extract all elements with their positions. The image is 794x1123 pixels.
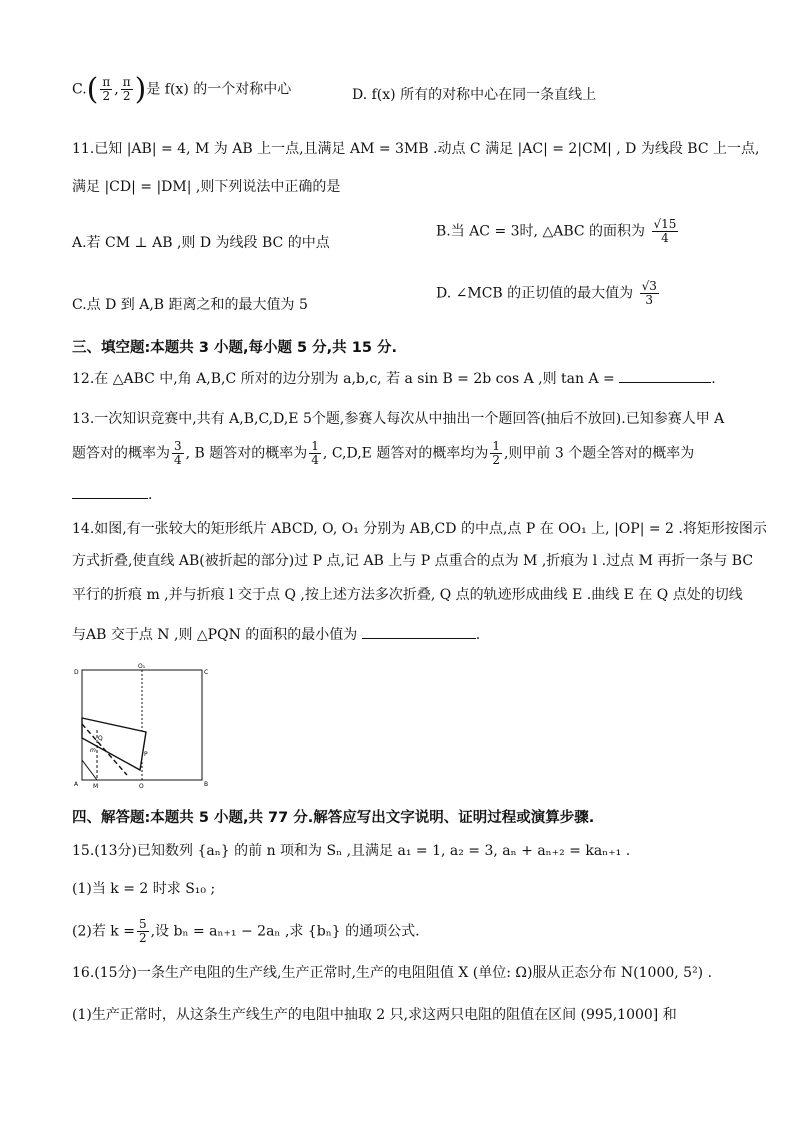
q14-line-3: 平行的折痕 m ,并与折痕 l 交于点 Q ,按上述方法多次折叠, Q 点的轨迹形成曲线 E .曲线 E 在 Q 点处的切线	[72, 587, 743, 603]
q11-option-c: C.点 D 到 A,B 距离之和的最大值为 5	[72, 297, 308, 313]
label-c: C	[204, 669, 209, 676]
label-m-fold: m	[90, 747, 96, 754]
q11-stem-line-1: 11.已知 |AB| = 4, M 为 AB 上一点,且满足 AM = 3MB .动点 C 满足 |AC| = 2|CM| , D 为线段 BC 上一点,	[72, 141, 760, 157]
q11-option-d: D. ∠MCB 的正切值的最大值为 $\frac{√3}{3}$	[436, 279, 657, 308]
q14-answer-blank	[362, 638, 476, 639]
q10-option-c: C.( $\frac{\pi}{2}$ , $\frac{\pi}{2}$ )是 f(x) 的一个对称中心	[72, 72, 292, 107]
q15-frac: $\frac{5}{2}$	[138, 917, 147, 946]
q12: 12.在 △ABC 中,角 A,B,C 所对的边分别为 a,b,c, 若 a sin B = 2b cos A ,则 tan A = .	[72, 371, 716, 387]
q10-option-d: D. f(x) 所有的对称中心在同一条直线上	[352, 87, 597, 103]
q15-part-1: (1)当 k = 2 时求 S₁₀ ;	[72, 881, 216, 897]
label-d: D	[74, 669, 79, 676]
q15-part-2: (2)若 k = $\frac{5}{2}$ ,设 bₙ = aₙ₊₁ − 2aₙ ,求 {bₙ} 的通项公式.	[72, 917, 420, 946]
q13-line-2: 题答对的概率为 $\frac{3}{4}$ , B 题答对的概率为 $\frac{1}{4}$ , C,D,E 题答对的概率均为 $\frac{1}{2}$ ,则甲前 3 个题全答对的概率为	[72, 439, 695, 468]
section-3-heading: 三、填空题:本题共 3 小题,每小题 5 分,共 15 分.	[72, 340, 397, 356]
q12-answer-blank	[619, 382, 711, 383]
q10-frac-1: $\frac{\pi}{2}$	[102, 74, 111, 103]
q16-part-1: (1)生产正常时，从这条生产线生产的电阻中抽取 2 只,求这两只电阻的阻值在区间 (995,1000] 和	[72, 1007, 677, 1023]
q11-option-d-frac: $\frac{√3}{3}$	[641, 279, 657, 308]
q11-stem-line-2: 满足 |CD| = |DM| ,则下列说法中正确的是	[72, 179, 341, 195]
q11-option-a: A.若 CM ⊥ AB ,则 D 为线段 BC 的中点	[72, 235, 330, 251]
folding-diagram	[72, 660, 212, 790]
q13-frac-3: $\frac{1}{2}$	[492, 439, 500, 468]
q14-line-2: 方式折叠,使直线 AB(被折起的部分)过 P 点,记 AB 上与 P 点重合的点为 M ,折痕为 l .过点 M 再折一条与 BC	[72, 553, 754, 569]
q13-frac-2: $\frac{1}{4}$	[311, 439, 319, 468]
section-4-heading: 四、解答题:本题共 5 小题,共 77 分.解答应写出文字说明、证明过程或演算步骤.	[72, 810, 595, 826]
q14-figure	[72, 660, 212, 794]
q10-frac-2: $\frac{\pi}{2}$	[122, 74, 131, 103]
label-m: M	[93, 783, 99, 790]
q13-frac-1: $\frac{3}{4}$	[174, 439, 182, 468]
folded-flap	[82, 718, 146, 770]
label-q: Q	[98, 735, 103, 742]
q10-option-c-text: 是 f(x) 的一个对称中心	[146, 81, 292, 98]
label-p: P	[144, 751, 148, 758]
q14-line-1: 14.如图,有一张较大的矩形纸片 ABCD, O, O₁ 分别为 AB,CD 的中点,点 P 在 OO₁ 上, |OP| = 2 .将矩形按图示	[72, 521, 767, 537]
q16-stem: 16.(15分)一条生产电阻的生产线,生产正常时,生产的电阻阻值 X (单位: Ω)服从正态分布 N(1000, 5²) .	[72, 965, 713, 981]
label-b: B	[204, 781, 209, 788]
fold-segment	[82, 760, 97, 780]
q13-line-1: 13.一次知识竞赛中,共有 A,B,C,D,E 5个题,参赛人每次从中抽出一个题回答(抽后不放回).已知参赛人甲 A	[72, 411, 725, 427]
q11-option-b: B.当 AC = 3时, △ABC 的面积为 $\frac{√15}{4}$	[436, 217, 677, 246]
label-o1: O₁	[138, 663, 146, 670]
q14-line-4: 与AB 交于点 N ,则 △PQN 的面积的最小值为 .	[72, 627, 481, 643]
q15-stem: 15.(13分)已知数列 {aₙ} 的前 n 项和为 Sₙ ,且满足 a₁ = 1, a₂ = 3, aₙ + aₙ₊₂ = kaₙ₊₁ .	[72, 843, 631, 859]
label-a: A	[74, 781, 79, 788]
q13-answer-line: .	[72, 484, 152, 503]
q13-answer-blank	[72, 484, 148, 499]
q11-option-b-frac: $\frac{√15}{4}$	[653, 217, 677, 246]
label-o: O	[139, 783, 144, 790]
q10-option-c-label: C.	[72, 81, 87, 98]
